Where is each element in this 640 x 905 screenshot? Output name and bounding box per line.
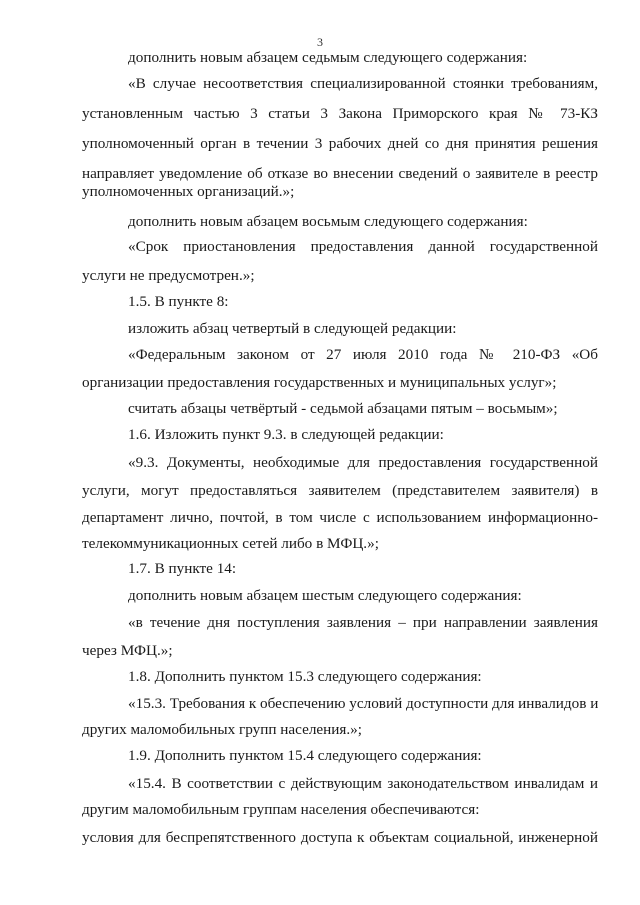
text-line: изложить абзац четвертый в следующей редакции: — [128, 320, 457, 337]
text-line: через МФЦ.»; — [82, 642, 173, 659]
text-line: телекоммуникационных сетей либо в МФЦ.»; — [82, 535, 379, 552]
text-line: считать абзацы четвёртый - седьмой абзацами пятым – восьмым»; — [128, 400, 558, 417]
text-line: направляет уведомление об отказе во внесении сведений о заявителе в реестр — [82, 165, 598, 182]
text-line: дополнить новым абзацем восьмым следующего содержания: — [128, 213, 528, 230]
text-line: «15.4. В соответствии с действующим законодательством инвалидам и — [128, 775, 598, 792]
text-line: «в течение дня поступления заявления – при направлении заявления — [128, 614, 598, 631]
text-line: установленным частью 3 статьи 3 Закона Приморского края № 73-КЗ — [82, 105, 598, 122]
text-line: дополнить новым абзацем седьмым следующего содержания: — [128, 49, 528, 66]
text-line: услуги не предусмотрен.»; — [82, 267, 255, 284]
text-line: условия для беспрепятственного доступа к объектам социальной, инженерной — [82, 829, 598, 846]
text-line: 1.8. Дополнить пунктом 15.3 следующего содержания: — [128, 668, 482, 685]
text-line: уполномоченных организаций.»; — [82, 183, 295, 200]
text-line: «Срок приостановления предоставления данной государственной — [128, 238, 598, 255]
text-line: «15.3. Требования к обеспечению условий доступности для инвалидов и — [128, 695, 598, 712]
text-line: 1.9. Дополнить пунктом 15.4 следующего содержания: — [128, 747, 482, 764]
text-line: департамент лично, почтой, в том числе с использованием информационно- — [82, 509, 598, 526]
text-line: услуги, могут предоставляться заявителем (представителем заявителя) в — [82, 482, 598, 499]
text-line: «9.3. Документы, необходимые для предоставления государственной — [128, 454, 598, 471]
text-line: дополнить новым абзацем шестым следующего содержания: — [128, 587, 522, 604]
text-line: 1.6. Изложить пункт 9.3. в следующей редакции: — [128, 426, 444, 443]
text-line: организации предоставления государственных и муниципальных услуг»; — [82, 374, 557, 391]
text-line: уполномоченный орган в течении 3 рабочих дней со дня принятия решения — [82, 135, 598, 152]
text-line: «Федеральным законом от 27 июля 2010 года № 210-ФЗ «Об — [128, 346, 598, 363]
text-line: 1.7. В пункте 14: — [128, 560, 237, 577]
text-line: 1.5. В пункте 8: — [128, 293, 229, 310]
page-number: 3 — [317, 35, 323, 49]
text-line: другим маломобильным группам населения обеспечиваются: — [82, 801, 480, 818]
text-line: «В случае несоответствия специализированной стоянки требованиям, — [128, 75, 598, 92]
text-line: других маломобильных групп населения.»; — [82, 721, 362, 738]
